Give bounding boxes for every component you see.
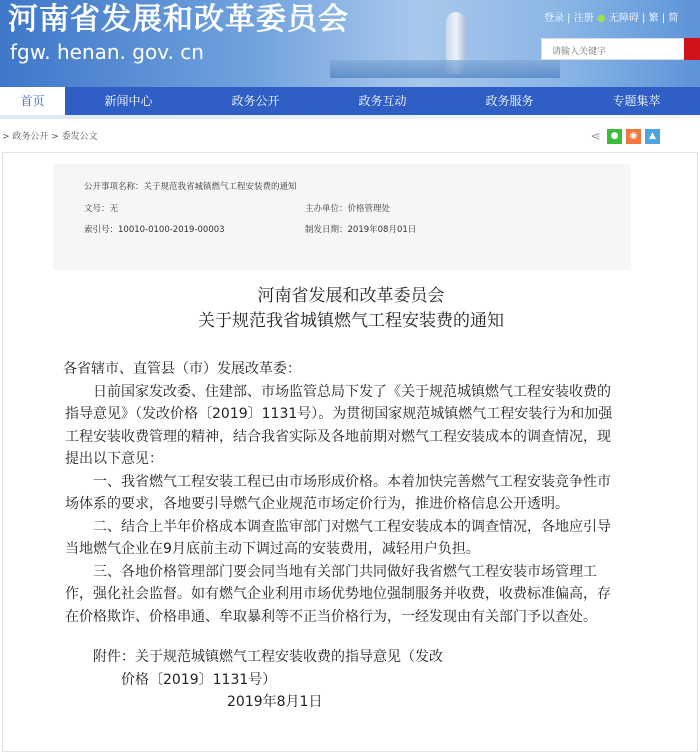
department: 主办单位：价格管理处 — [305, 204, 391, 214]
breadcrumb[interactable]: > 政务公开 > 委发公文 — [2, 132, 98, 142]
register-link[interactable]: 注册 — [573, 13, 594, 24]
search-box — [541, 38, 686, 60]
doc-number: 文号：无 — [84, 204, 119, 214]
search-input[interactable] — [542, 42, 682, 62]
nav-gov-affairs[interactable]: 政务公开 — [231, 94, 280, 108]
paragraph: 三、各地价格管理部门要会同当地有关部门共同做好我省燃气工程安装市场管理工作，强化社会监督。如有燃气企业利用市场优势地位强制服务并收费，收费标准偏高，存在价格欺诈、价格串通、牟取暴利等不正当价格行为，一经发现由有关部门予以查处。 — [65, 563, 611, 625]
accessibility-icon[interactable]: ● — [596, 13, 606, 24]
issue-date: 制发日期：2019年08月01日 — [305, 225, 417, 235]
login-link[interactable]: 登录 — [544, 13, 564, 24]
top-links: 登录 | 注册 ● 无障碍 | 繁 | 简 — [544, 13, 679, 24]
wechat-icon[interactable]: ● — [607, 129, 622, 144]
nav-divider — [0, 115, 700, 119]
item-name: 公开事项名称：关于规范我省城镇燃气工程安装费的通知 — [84, 182, 297, 192]
article-container — [2, 152, 698, 752]
site-header — [0, 0, 700, 87]
accessibility-link[interactable]: 无障碍 — [608, 13, 639, 24]
nav-services[interactable]: 政务服务 — [485, 94, 534, 108]
search-button[interactable] — [684, 38, 700, 60]
site-title[interactable]: 河南省发展和改革委员会 — [8, 2, 349, 37]
simplified-link[interactable]: 简 — [668, 13, 679, 24]
qq-icon[interactable]: ▲ — [645, 129, 660, 144]
nav-news[interactable]: 新闻中心 — [104, 94, 153, 108]
weibo-icon[interactable]: ◉ — [626, 129, 641, 144]
main-nav — [0, 87, 700, 115]
share-bar — [588, 129, 660, 144]
paragraph: 一、我省燃气工程安装工程已由市场形成价格。本着加快完善燃气工程安装竞争性市场体系的要求，各地要引导燃气企业规范市场定价行为，推进价格信息公开透明。 — [65, 473, 611, 512]
signing-date: 2019年8月1日 — [227, 694, 323, 710]
attachment-link[interactable]: 附件：关于规范城镇燃气工程安装收费的指导意见（发改 — [93, 649, 443, 665]
info-box — [53, 164, 631, 270]
article-body — [65, 358, 620, 714]
index-number: 索引号：10010-0100-2019-00003 — [84, 225, 225, 235]
nav-topics[interactable]: 专题集萃 — [612, 94, 661, 108]
paragraph: 二、结合上半年价格成本调查监审部门对燃气工程安装成本的调查情况，各地应引导当地燃气企业在9月底前主动下调过高的安装费用，减轻用户负担。 — [65, 518, 611, 557]
attachment-link-cont[interactable]: 价格〔2019〕1131号） — [121, 671, 277, 688]
article-title — [3, 284, 699, 334]
traditional-link[interactable]: 繁 — [648, 13, 659, 24]
nav-interaction[interactable]: 政务互动 — [358, 94, 407, 108]
article-title-line2: 关于规范我省城镇燃气工程安装费的通知 — [198, 311, 504, 331]
nav-home[interactable]: 首页 — [0, 87, 65, 115]
site-url: fgw. henan. gov. cn — [10, 40, 204, 64]
skyline-image — [330, 60, 560, 78]
paragraph: 日前国家发改委、住建部、市场监管总局下发了《关于规范城镇燃气工程安装收费的指导意见》（发改价格〔2019〕1131号）。为贯彻国家规范城镇燃气工程安装行为和加强工程安装收费管理的精神，结合我省实际及各地前期对燃气工程安装成本的调查情况，现提出以下意见： — [65, 383, 613, 467]
share-icon[interactable]: ⋖ — [590, 129, 601, 143]
salutation: 各省辖市、直管县（市）发展改革委： — [63, 361, 301, 377]
article-title-line1: 河南省发展和改革委员会 — [257, 286, 445, 306]
brand — [8, 2, 349, 64]
